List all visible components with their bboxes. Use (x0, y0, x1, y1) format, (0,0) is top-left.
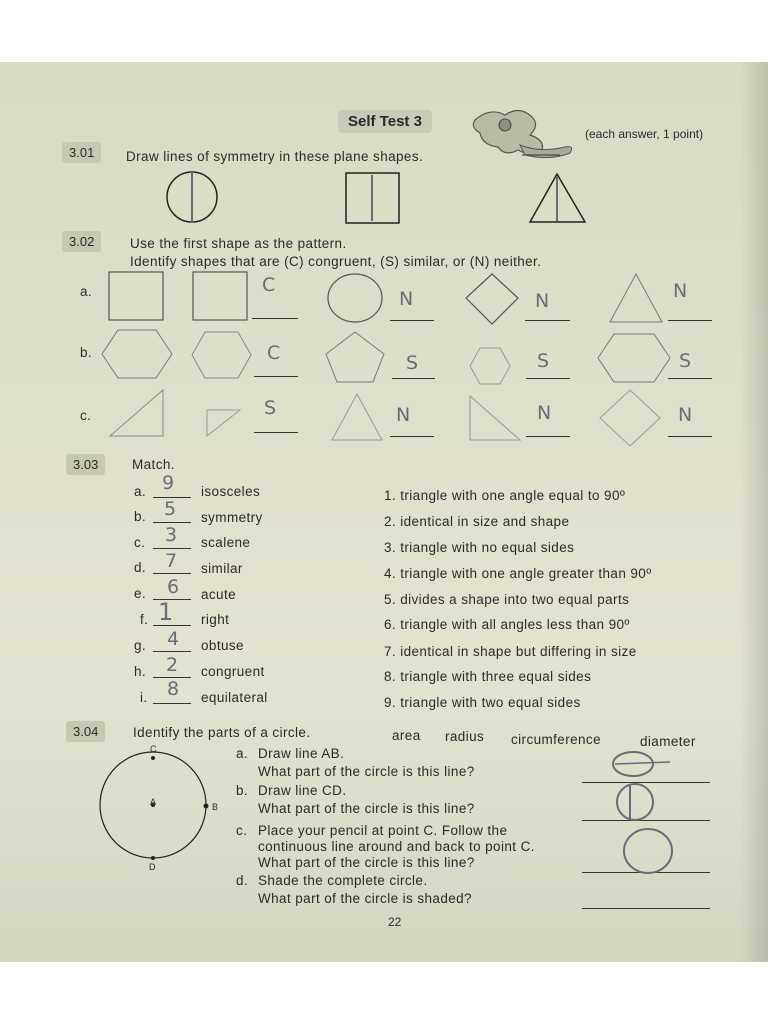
match-letter: f. (140, 612, 149, 627)
match-answer[interactable]: 8 (167, 678, 180, 700)
q304-d-line1: Shade the complete circle. (258, 873, 428, 888)
q302-a-answer-3[interactable]: N (535, 290, 550, 312)
q304-c-letter: c. (236, 823, 248, 838)
q304-b-line2: What part of the circle is this line? (258, 801, 475, 816)
q302-c-blank-1 (254, 432, 298, 433)
q302-c-blank-3 (526, 436, 570, 437)
match-blank (153, 573, 191, 574)
match-answer[interactable]: 4 (167, 628, 180, 650)
match-term: obtuse (201, 638, 244, 653)
definition-item: 1. triangle with one angle equal to 90º (384, 488, 626, 503)
q302-c-answer-4[interactable]: N (678, 404, 693, 426)
q302-c-answer-1[interactable]: S (264, 397, 277, 419)
match-letter: d. (134, 560, 147, 575)
match-answer[interactable]: 7 (165, 550, 178, 572)
q302-b-answer-2[interactable]: S (406, 352, 419, 374)
q302-row-b-label: b. (80, 345, 93, 360)
definition-item: 2. identical in size and shape (384, 514, 570, 529)
question-number-302: 3.02 (62, 231, 101, 252)
q304-c-line3: What part of the circle is this line? (258, 855, 475, 870)
match-blank (153, 651, 191, 652)
q302-prompt-line1: Use the first shape as the pattern. (130, 236, 347, 251)
match-answer[interactable]: 2 (166, 654, 179, 676)
q304-d-blank (582, 908, 710, 909)
match-term: scalene (201, 535, 251, 550)
match-term: symmetry (201, 510, 263, 525)
q304-d-line2: What part of the circle is shaded? (258, 891, 472, 906)
q304-b-line1: Draw line CD. (258, 783, 347, 798)
word-bank-diameter: diameter (640, 734, 696, 749)
q302-b-answer-4[interactable]: S (679, 350, 692, 372)
q304-c-line1: Place your pencil at point C. Follow the (258, 823, 508, 838)
definition-item: 7. identical in shape but differing in size (384, 644, 637, 659)
page-number: 22 (388, 915, 402, 929)
match-term: congruent (201, 664, 265, 679)
q302-c-answer-2[interactable]: N (396, 404, 411, 426)
match-letter: h. (134, 664, 147, 679)
match-answer[interactable]: 9 (162, 472, 175, 494)
q302-prompt-line2: Identify shapes that are (C) congruent, (S) similar, or (N) neither. (130, 254, 542, 269)
match-blank (153, 548, 191, 549)
q302-a-answer-4[interactable]: N (673, 280, 688, 302)
match-answer[interactable]: 6 (167, 576, 180, 598)
q302-b-answer-3[interactable]: S (537, 350, 550, 372)
definition-item: 3. triangle with no equal sides (384, 540, 575, 555)
word-bank-circumference: circumference (511, 732, 601, 747)
handwritten-circle-sketches (600, 740, 690, 880)
q301-prompt: Draw lines of symmetry in these plane shapes. (126, 149, 424, 164)
word-bank-area: area (392, 728, 421, 743)
q302-a-answer-2[interactable]: N (399, 288, 414, 310)
q304-a-line2: What part of the circle is this line? (258, 764, 475, 779)
match-term: right (201, 612, 230, 627)
match-term: similar (201, 561, 243, 576)
match-blank (153, 625, 191, 626)
q304-a-line1: Draw line AB. (258, 746, 345, 761)
q302-b-answer-1[interactable]: C (267, 342, 281, 364)
match-blank (153, 703, 191, 704)
match-term: isosceles (201, 484, 261, 499)
q304-a-letter: a. (236, 746, 249, 761)
q303-prompt: Match. (132, 457, 175, 472)
definition-item: 6. triangle with all angles less than 90º (384, 617, 630, 632)
q304-b-letter: b. (236, 783, 249, 798)
definition-item: 5. divides a shape into two equal parts (384, 592, 630, 607)
match-letter: g. (134, 638, 147, 653)
match-letter: e. (134, 586, 147, 601)
scoring-note: (each answer, 1 point) (585, 127, 704, 141)
q304-prompt: Identify the parts of a circle. (133, 725, 311, 740)
q304-c-line2: continuous line around and back to point C. (258, 839, 535, 854)
point-d-label: D (149, 862, 156, 872)
q302-row-a-label: a. (80, 284, 93, 299)
point-b-label: B (212, 802, 219, 812)
match-term: equilateral (201, 690, 268, 705)
q302-c-answer-3[interactable]: N (537, 402, 552, 424)
match-term: acute (201, 587, 237, 602)
q302-row-c-label: c. (80, 408, 92, 423)
definition-item: 4. triangle with one angle greater than 90º (384, 566, 652, 581)
word-bank-radius: radius (445, 729, 485, 744)
match-answer[interactable]: 3 (165, 524, 178, 546)
match-letter: a. (134, 484, 147, 499)
match-letter: b. (134, 509, 147, 524)
point-a-label: A (150, 797, 157, 807)
point-c-label: C (150, 744, 157, 754)
match-letter: c. (134, 535, 146, 550)
question-number-301: 3.01 (62, 142, 101, 163)
definition-item: 9. triangle with two equal sides (384, 695, 581, 710)
q304-circle-diagram (90, 750, 220, 870)
q302-a-answer-1[interactable]: C (262, 274, 276, 296)
match-answer[interactable]: 1 (158, 598, 174, 626)
q304-d-letter: d. (236, 873, 249, 888)
q302-c-blank-2 (390, 436, 434, 437)
match-letter: i. (140, 690, 148, 705)
match-blank (153, 522, 191, 523)
page-title: Self Test 3 (338, 110, 432, 133)
definition-item: 8. triangle with three equal sides (384, 669, 592, 684)
match-answer[interactable]: 5 (164, 498, 177, 520)
question-number-304: 3.04 (66, 721, 105, 742)
question-number-303: 3.03 (66, 454, 105, 475)
q302-c-blank-4 (668, 436, 712, 437)
